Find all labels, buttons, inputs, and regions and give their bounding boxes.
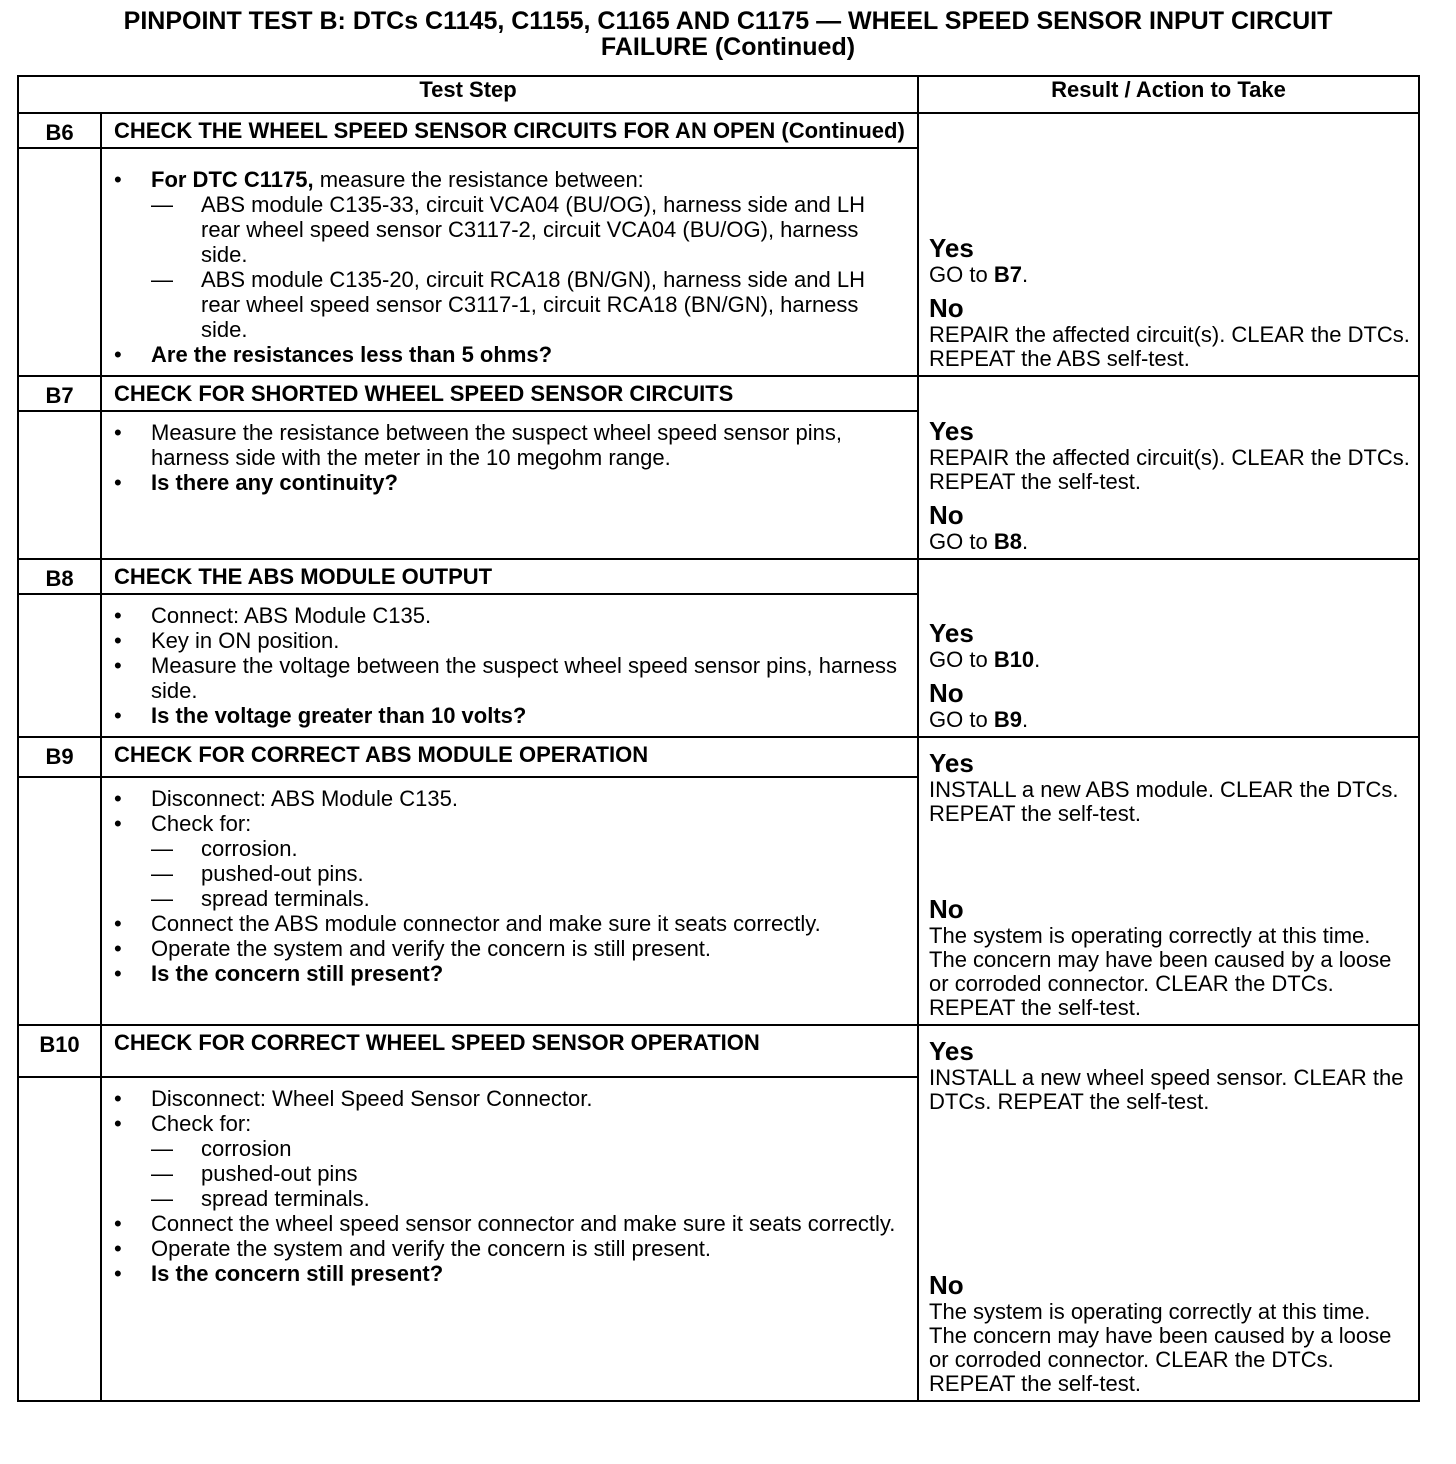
dash-glyph: — (151, 860, 173, 886)
dash-glyph: — (151, 1186, 173, 1212)
bullet-glyph: • (114, 810, 122, 836)
bullet-text: Operate the system and verify the concern is still present. (151, 1236, 712, 1262)
bullet-glyph: • (114, 628, 122, 653)
dash-item (114, 1136, 907, 1161)
yes-label: Yes (929, 416, 974, 446)
bullet-text: Key in ON position. (151, 628, 340, 653)
bullet-glyph: • (114, 785, 122, 811)
bullet-question: Is there any continuity? (151, 470, 398, 495)
no-label: No (929, 678, 964, 708)
bullet-text: Operate the system and verify the concern is still present. (151, 935, 712, 961)
dash-glyph: — (151, 885, 173, 911)
bullet-question: Is the concern still present? (151, 1261, 444, 1287)
no-action: The system is operating correctly at this time. The concern may have been caused by a loose or corroded connector. CLEAR the DTCs. REPEAT the self-test. (929, 923, 1392, 1020)
punct: . (1021, 529, 1029, 554)
dash-item (114, 836, 907, 861)
result-cell (918, 559, 1419, 737)
no-text: GO to (929, 529, 994, 554)
bullet-item (114, 420, 907, 470)
bullet-item (114, 1261, 907, 1286)
step-link-b9[interactable]: B9 (993, 707, 1022, 732)
step-b9-heading-row (18, 737, 1419, 777)
result-cell (918, 737, 1419, 1025)
step-id: B10 (18, 1025, 101, 1077)
header-test-step: Test Step (18, 76, 918, 113)
pinpoint-table (17, 75, 1420, 1402)
header-row (18, 76, 1419, 113)
step-heading: CHECK FOR SHORTED WHEEL SPEED SENSOR CIRCUITS (101, 376, 918, 411)
step-id-blank (18, 148, 101, 376)
bullet-question: Are the resistances less than 5 ohms? (151, 342, 553, 367)
no-label: No (929, 293, 964, 323)
bullet-text: Disconnect: ABS Module C135. (151, 785, 458, 811)
bullet-glyph: • (114, 1211, 122, 1237)
bullet-text: Check for: (151, 810, 252, 836)
bullet-glyph: • (114, 653, 122, 678)
bullet-glyph: • (114, 420, 122, 445)
bullet-item (114, 911, 907, 936)
no-action (929, 530, 1410, 554)
no-label: No (929, 894, 964, 924)
bullet-item (114, 470, 907, 495)
step-body (101, 1077, 918, 1401)
dash-item (114, 267, 907, 342)
bullet-text: Connect: ABS Module C135. (151, 603, 432, 628)
dash-text: pushed-out pins (201, 1161, 358, 1187)
no-text: GO to (929, 707, 994, 732)
bullet-glyph: • (114, 910, 122, 936)
yes-action (929, 648, 1410, 672)
no-label: No (929, 500, 964, 530)
bullet-item (114, 961, 907, 986)
dash-item (114, 886, 907, 911)
bullet-item (114, 653, 907, 703)
dash-item (114, 861, 907, 886)
step-link-b8[interactable]: B8 (993, 529, 1022, 554)
dash-item (114, 1186, 907, 1211)
punct: . (1021, 262, 1029, 287)
bullet-item (114, 1086, 907, 1111)
bullet-item (114, 167, 907, 192)
step-id: B6 (18, 113, 101, 148)
step-heading: CHECK FOR CORRECT ABS MODULE OPERATION (101, 737, 918, 777)
step-link-b10[interactable]: B10 (993, 647, 1035, 672)
dash-text: spread terminals. (201, 885, 370, 911)
bullet-glyph: • (114, 1086, 122, 1112)
step-b6-heading-row (18, 113, 1419, 148)
dash-text: corrosion (201, 1136, 292, 1162)
bullet-glyph: • (114, 1111, 122, 1137)
dash-glyph: — (151, 192, 173, 217)
bullet-text: measure the resistance between: (313, 167, 644, 192)
yes-text: GO to (929, 262, 994, 287)
bullet-glyph: • (114, 167, 122, 192)
result-cell (918, 113, 1419, 376)
bullet-item (114, 1111, 907, 1136)
yes-label: Yes (929, 1036, 974, 1066)
yes-text: GO to (929, 647, 994, 672)
header-result: Result / Action to Take (918, 76, 1419, 113)
yes-label: Yes (929, 618, 974, 648)
bullet-glyph: • (114, 1236, 122, 1262)
step-body (101, 777, 918, 1025)
bullet-glyph: • (114, 703, 122, 728)
yes-action: INSTALL a new wheel speed sensor. CLEAR the DTCs. REPEAT the self-test. (929, 1065, 1404, 1114)
step-link-b7[interactable]: B7 (993, 262, 1022, 287)
title-line-2: FAILURE (Continued) (600, 33, 856, 61)
bullet-glyph: • (114, 342, 122, 367)
no-action: REPAIR the affected circuit(s). CLEAR the DTCs. REPEAT the ABS self-test. (929, 322, 1410, 371)
title-line-1: PINPOINT TEST B: DTCs C1145, C1155, C1165 AND C1175 — WHEEL SPEED SENSOR INPUT CIRCUIT (123, 7, 1333, 35)
bullet-item (114, 603, 907, 628)
no-action: The system is operating correctly at this time. The concern may have been caused by a loose or corroded connector. CLEAR the DTCs. REPEAT the self-test. (929, 1299, 1392, 1396)
step-body (101, 148, 918, 376)
page-title (0, 8, 1456, 60)
bullet-text: Connect the wheel speed sensor connector and make sure it seats correctly. (151, 1211, 896, 1237)
dash-text: ABS module C135-20, circuit RCA18 (BN/GN), harness side and LH rear wheel speed sensor C3117-1, circuit RCA18 (BN/GN), harness side. (201, 267, 865, 342)
bullet-bold: For DTC C1175, (151, 167, 314, 192)
yes-action (929, 263, 1410, 287)
step-id-blank (18, 411, 101, 559)
bullet-item (114, 811, 907, 836)
bullet-item (114, 703, 907, 728)
bullet-glyph: • (114, 935, 122, 961)
step-b8-heading-row (18, 559, 1419, 594)
bullet-glyph: • (114, 960, 122, 986)
punct: . (1021, 707, 1029, 732)
step-id: B8 (18, 559, 101, 594)
bullet-question: Is the voltage greater than 10 volts? (151, 703, 527, 728)
dash-glyph: — (151, 1161, 173, 1187)
bullet-text: Measure the resistance between the suspect wheel speed sensor pins, harness side with the meter in the 10 megohm range. (151, 420, 842, 470)
step-id-blank (18, 594, 101, 737)
step-id: B9 (18, 737, 101, 777)
bullet-glyph: • (114, 1261, 122, 1287)
bullet-text: Disconnect: Wheel Speed Sensor Connector. (151, 1086, 593, 1112)
result-cell (918, 376, 1419, 559)
dash-text: pushed-out pins. (201, 860, 364, 886)
step-body (101, 594, 918, 737)
bullet-text: Check for: (151, 1111, 252, 1137)
yes-action: REPAIR the affected circuit(s). CLEAR the DTCs. REPEAT the self-test. (929, 445, 1410, 494)
step-b10-heading-row (18, 1025, 1419, 1077)
punct: . (1034, 647, 1041, 672)
step-b7-heading-row (18, 376, 1419, 411)
bullet-text: Measure the voltage between the suspect wheel speed sensor pins, harness side. (151, 653, 898, 703)
yes-label: Yes (929, 748, 974, 778)
step-heading: CHECK THE ABS MODULE OUTPUT (101, 559, 918, 594)
step-body (101, 411, 918, 559)
bullet-text: Connect the ABS module connector and make sure it seats correctly. (151, 910, 821, 936)
dash-item (114, 192, 907, 267)
bullet-item (114, 1236, 907, 1261)
bullet-item (114, 1211, 907, 1236)
bullet-item (114, 936, 907, 961)
dash-glyph: — (151, 267, 173, 292)
spacer (929, 1114, 1410, 1264)
no-label: No (929, 1270, 964, 1300)
step-heading: CHECK FOR CORRECT WHEEL SPEED SENSOR OPERATION (101, 1025, 918, 1077)
dash-item (114, 1161, 907, 1186)
spacer (929, 826, 1410, 888)
bullet-item (114, 786, 907, 811)
bullet-question: Is the concern still present? (151, 960, 444, 986)
step-id-blank (18, 777, 101, 1025)
step-id: B7 (18, 376, 101, 411)
dash-text: ABS module C135-33, circuit VCA04 (BU/OG), harness side and LH rear wheel speed sensor C3117-2, circuit VCA04 (BU/OG), harness side. (201, 192, 865, 267)
dash-text: spread terminals. (201, 1186, 370, 1212)
bullet-item (114, 628, 907, 653)
bullet-item (114, 342, 907, 367)
dash-glyph: — (151, 1136, 173, 1162)
no-action (929, 708, 1410, 732)
bullet-glyph: • (114, 603, 122, 628)
dash-text: corrosion. (201, 835, 298, 861)
step-id-blank (18, 1077, 101, 1401)
yes-label: Yes (929, 233, 974, 263)
yes-action: INSTALL a new ABS module. CLEAR the DTCs. REPEAT the self-test. (929, 777, 1399, 826)
step-heading: CHECK THE WHEEL SPEED SENSOR CIRCUITS FOR AN OPEN (Continued) (101, 113, 918, 148)
result-cell (918, 1025, 1419, 1401)
bullet-glyph: • (114, 470, 122, 495)
dash-glyph: — (151, 835, 173, 861)
